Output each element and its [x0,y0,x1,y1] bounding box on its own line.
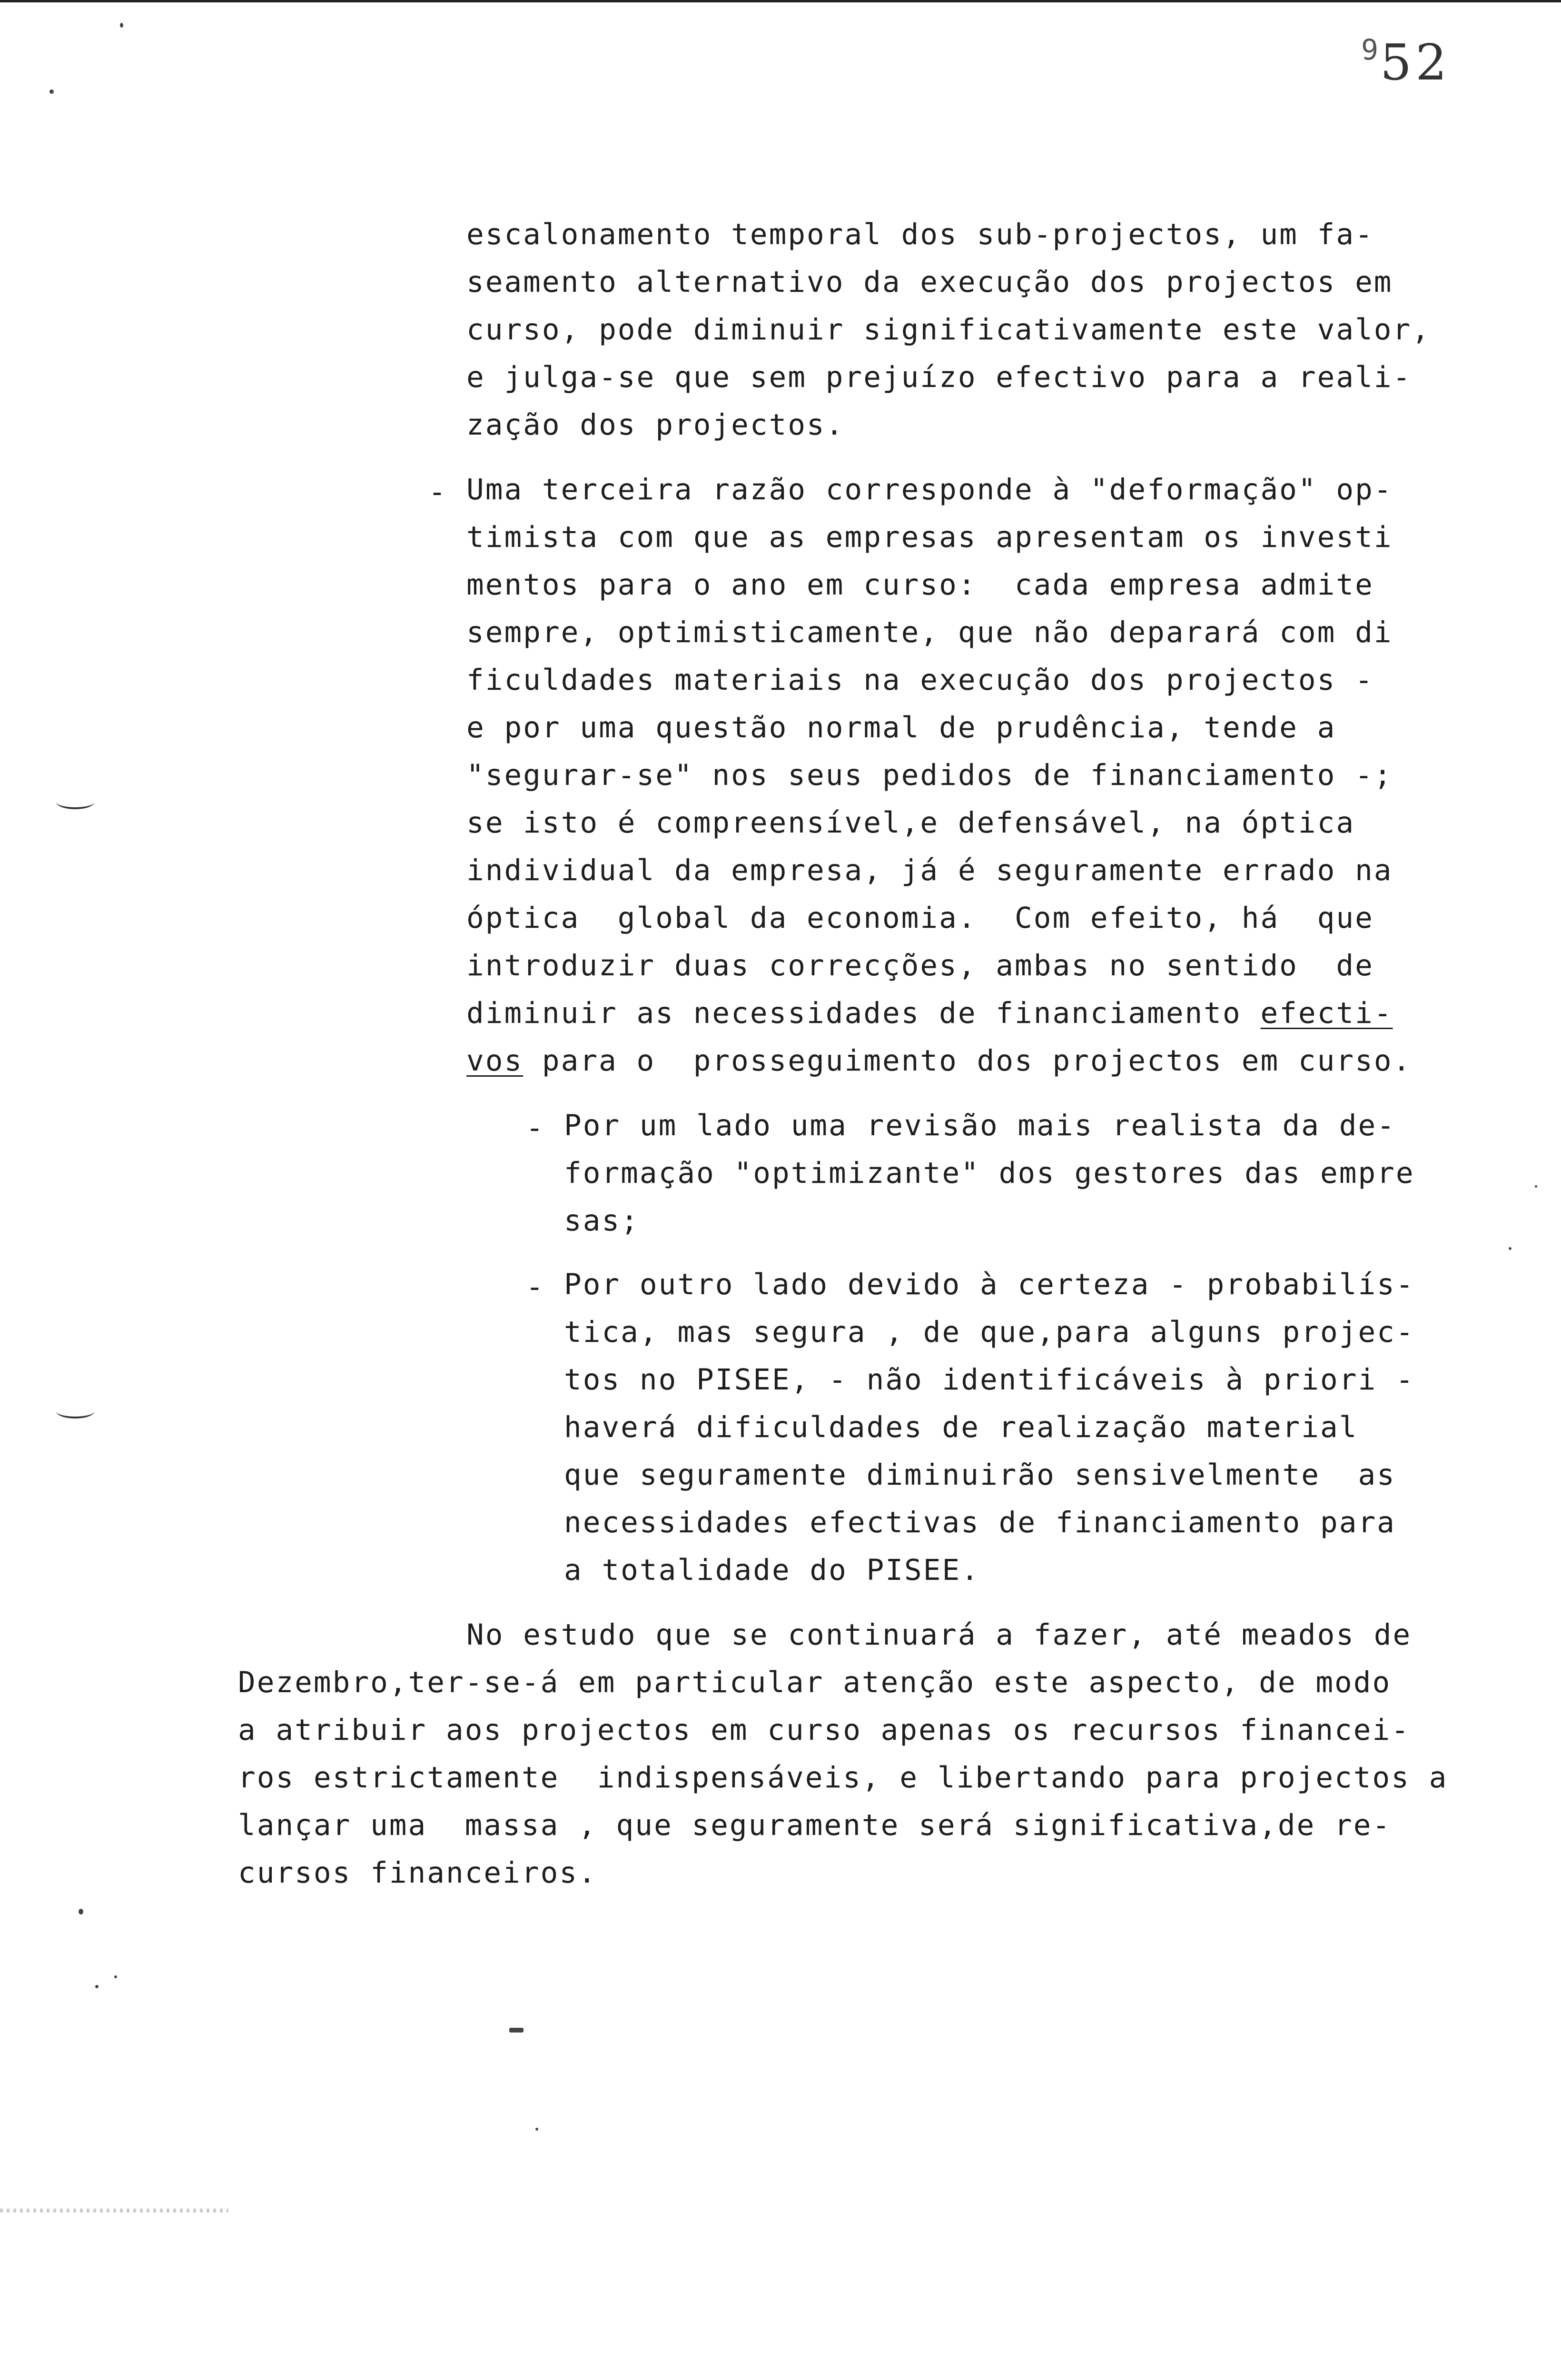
text-line: e por uma questão normal de prudência, tende a [466,711,1336,744]
scan-speck [509,2028,524,2033]
underlined-word: efecti- [1260,996,1393,1030]
punch-hole-mark [56,1404,94,1418]
bullet-dash: - [428,475,446,509]
page-number: 52 [1380,33,1451,91]
text-line: a totalidade do PISEE. [564,1553,980,1587]
text-line: seamento alternativo da execução dos projectos em [466,265,1393,299]
bullet-dash: - [526,1270,543,1304]
text-line: Dezembro,ter-se-á em particular atenção este aspecto, de modo [238,1666,1392,1699]
text-line: sas; [564,1204,640,1238]
text-line: formação "optimizante" dos gestores das empre [564,1156,1415,1190]
text-line: "segurar-se" nos seus pedidos de financiamento -; [466,758,1393,792]
underlined-word: vos [466,1044,524,1078]
bullet-dash: - [526,1111,543,1145]
text-line: se isto é compreensível,e defensável, na óptica [466,806,1355,840]
scan-speck [79,1909,83,1914]
scan-edge-noise [0,2209,228,2212]
text-line: curso, pode diminuir significativamente este valor, [466,313,1431,347]
text-line: No estudo que se continuará a fazer, até meados de [466,1618,1412,1652]
punch-hole-mark [56,795,94,809]
text-line: cursos financeiros. [238,1856,597,1890]
text-line: mentos para o ano em curso: cada empresa admite [466,568,1374,602]
text-line: individual da empresa, já é seguramente errado na [466,853,1393,887]
scan-speck [95,1985,99,1988]
text-segment: diminuir as necessidades de financiamento [466,996,1261,1030]
text-segment: para o prosseguimento dos projectos em curso. [523,1044,1412,1078]
text-line: Uma terceira razão corresponde à "deformação" op- [466,473,1393,506]
top-border-line [0,0,1561,2]
text-line: a atribuir aos projectos em curso apenas os recursos financei- [238,1713,1410,1747]
text-line: tica, mas segura , de que,para alguns projec- [564,1315,1415,1349]
text-line: escalonamento temporal dos sub-projectos, um fa- [466,218,1374,251]
scan-speck [535,2128,538,2131]
text-line: tos no PISEE, - não identificáveis à priori - [564,1363,1415,1397]
text-line: necessidades efectivas de financiamento para [564,1506,1396,1539]
text-line: timista com que as empresas apresentam os investi [466,520,1393,554]
text-line: e julga-se que sem prejuízo efectivo para a reali- [466,360,1412,394]
text-line [466,1044,1412,1078]
text-line: Por outro lado devido à certeza - probabilís- [564,1268,1415,1301]
text-line: introduzir duas correcções, ambas no sentido de [466,949,1374,982]
text-line: haverá dificuldades de realização material [564,1410,1358,1444]
text-line [466,996,1393,1030]
scan-speck [49,89,54,94]
text-line: lançar uma massa , que seguramente será significativa,de re- [238,1808,1392,1842]
text-line: óptica global da economia. Com efeito, há que [466,901,1374,935]
page-mark: 9 [1361,33,1379,67]
text-line: ros estrictamente indispensáveis, e libertando para projectos a [238,1761,1448,1795]
scan-speck [1535,1185,1537,1188]
scan-speck [120,23,123,28]
scan-speck [114,1975,117,1978]
text-line: sempre, optimisticamente, que não deparará com di [466,615,1393,649]
text-line: ficuldades materiais na execução dos projectos - [466,663,1374,697]
text-line: que seguramente diminuirão sensivelmente as [564,1458,1396,1492]
text-line: zação dos projectos. [466,408,845,442]
text-line: Por um lado uma revisão mais realista da de- [564,1109,1396,1142]
scan-speck [1509,1247,1512,1250]
